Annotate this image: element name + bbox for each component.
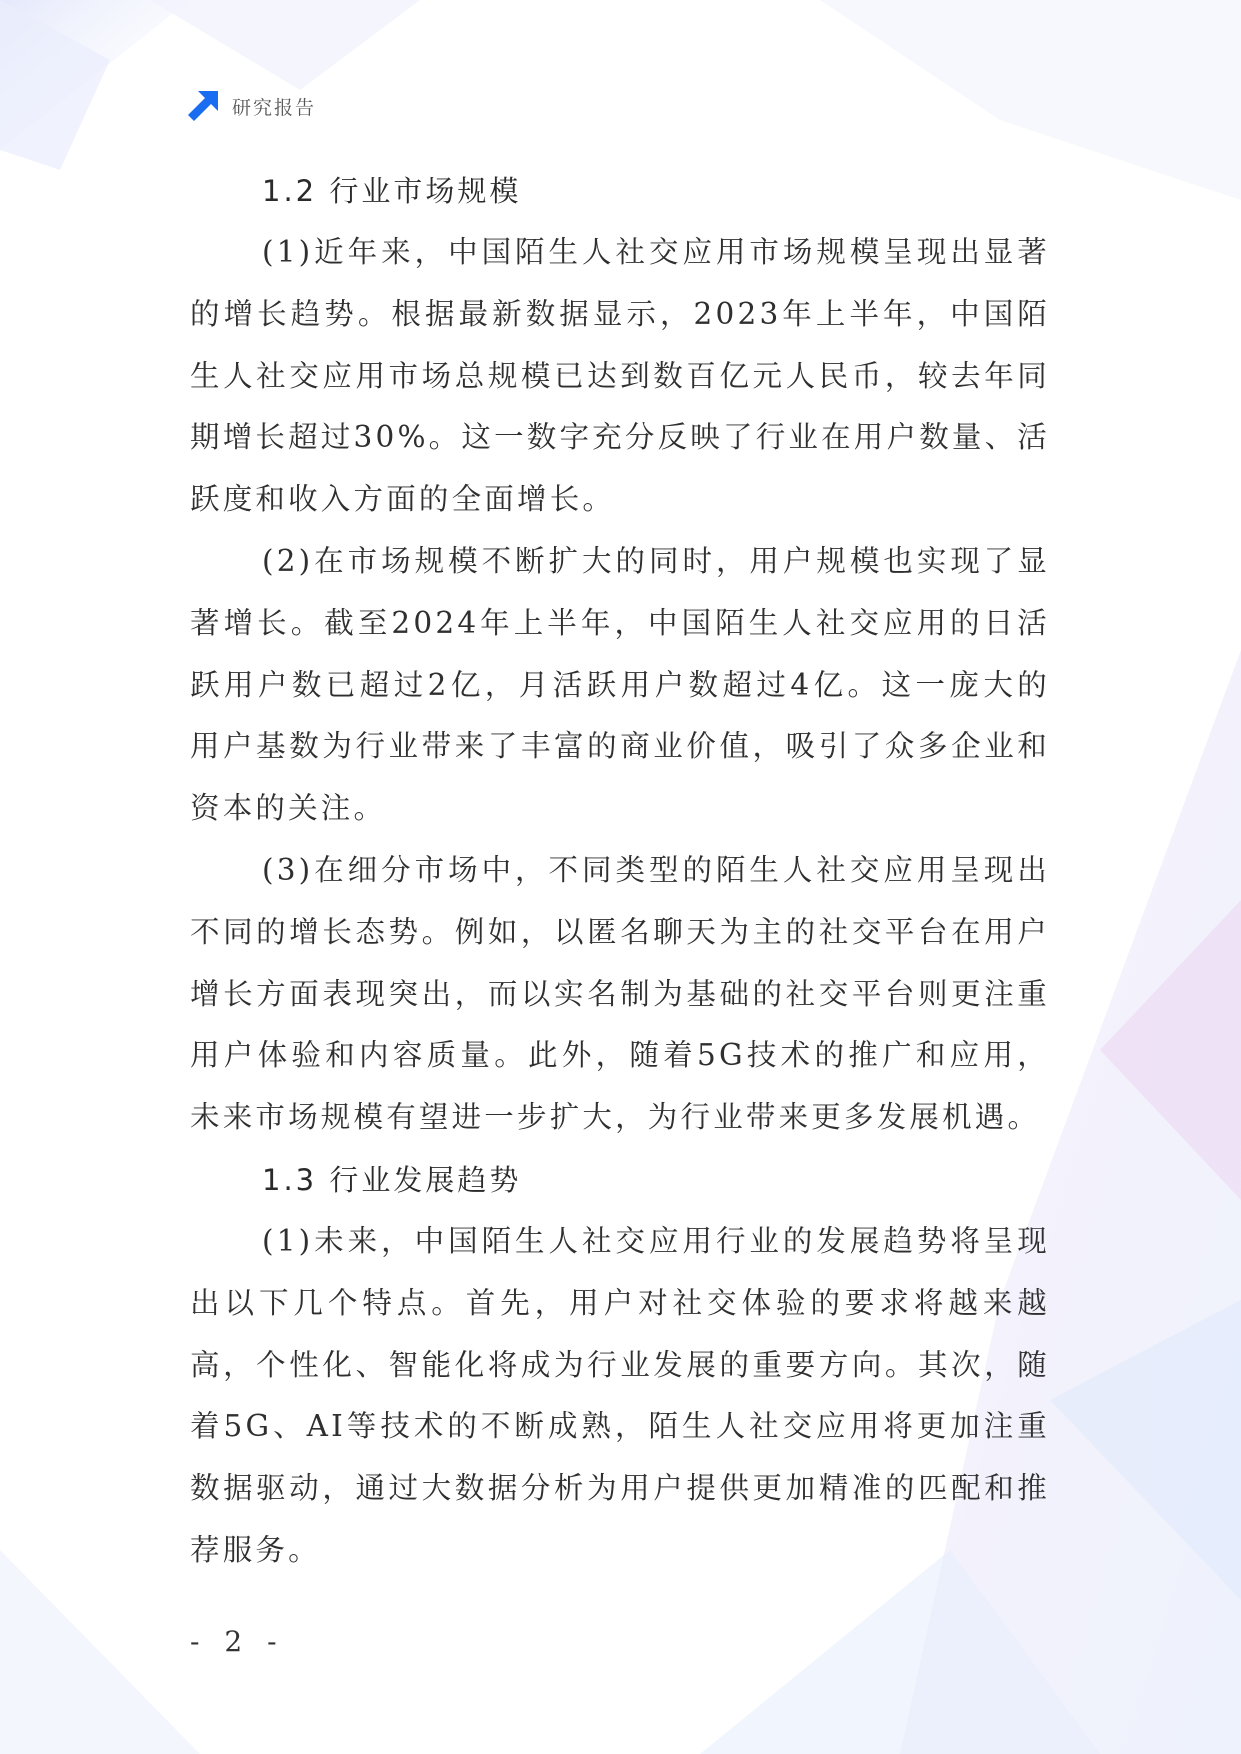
paragraph-2: (2)在市场规模不断扩大的同时，用户规模也实现了显著增长。截至2024年上半年，中国陌生人社交应用的日活跃用户数已超过2亿，月活跃用户数超过4亿。这一庞大的用户基数为行业带来了丰富的商业价值，吸引了众多企业和资本的关注。 bbox=[190, 543, 1050, 826]
document-body bbox=[190, 160, 1050, 1582]
arrow-up-right-icon bbox=[186, 89, 220, 123]
header-label: 研究报告 bbox=[232, 96, 317, 119]
section-heading-1-3: 1.3 行业发展趋势 bbox=[262, 1162, 522, 1197]
paragraph-3: (3)在细分市场中，不同类型的陌生人社交应用呈现出不同的增长态势。例如，以匿名聊天为主的社交平台在用户增长方面表现突出，而以实名制为基础的社交平台则更注重用户体验和内容质量。此外，随着5G技术的推广和应用，未来市场规模有望进一步扩大，为行业带来更多发展机遇。 bbox=[190, 852, 1050, 1135]
paragraph-1: (1)近年来，中国陌生人社交应用市场规模呈现出显著的增长趋势。根据最新数据显示，2023年上半年，中国陌生人社交应用市场总规模已达到数百亿元人民币，较去年同期增长超过30%。这一数字充分反映了行业在用户数量、活跃度和收入方面的全面增长。 bbox=[190, 235, 1050, 517]
paragraph-4: (1)未来，中国陌生人社交应用行业的发展趋势将呈现出以下几个特点。首先，用户对社交体验的要求将越来越高，个性化、智能化将成为行业发展的重要方向。其次，随着5G、AI等技术的不断成熟，陌生人社交应用将更加注重数据驱动，通过大数据分析为用户提供更加精准的匹配和推荐服务。 bbox=[190, 1223, 1050, 1567]
page-number: - 2 - bbox=[190, 1625, 285, 1658]
report-header bbox=[186, 88, 316, 124]
section-heading-1-2: 1.2 行业市场规模 bbox=[262, 174, 522, 208]
